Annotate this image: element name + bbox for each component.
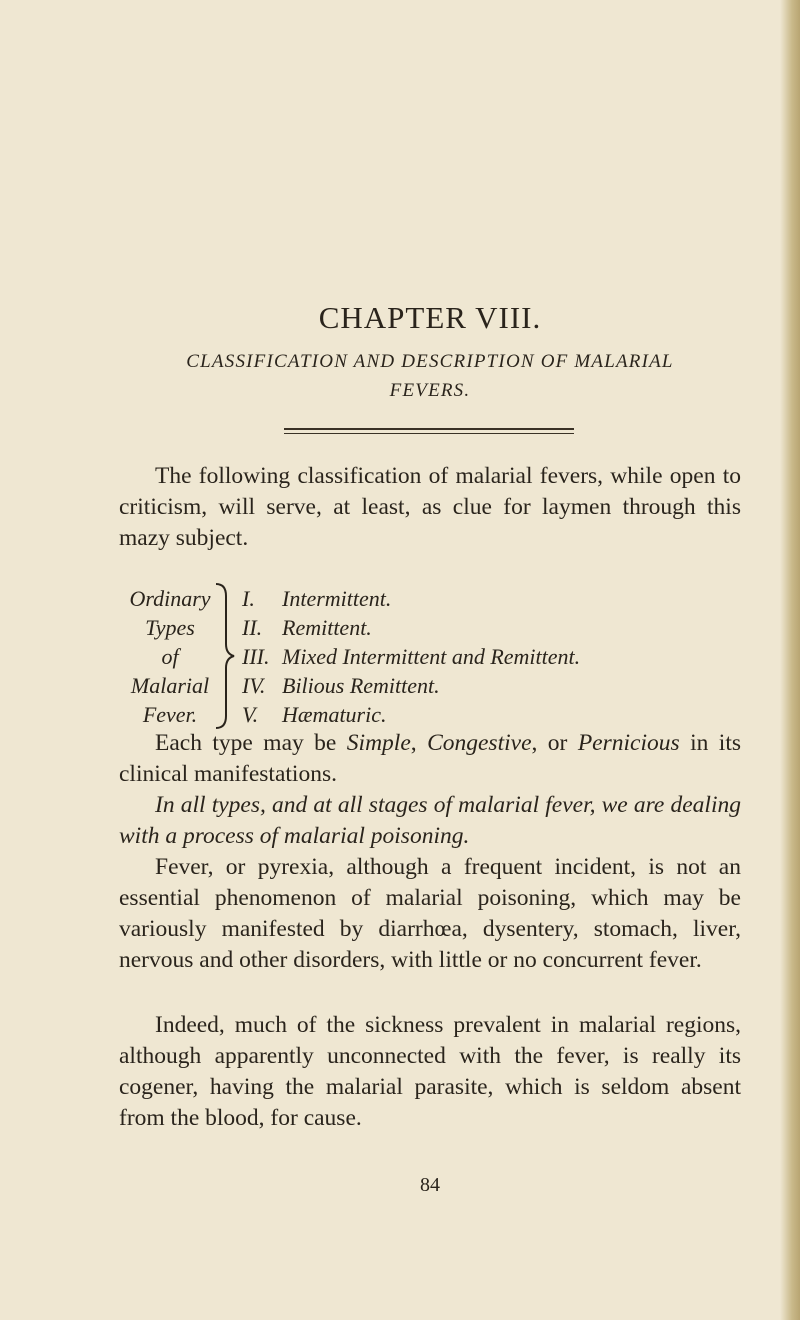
chapter-subtitle-line2: FEVERS.	[389, 380, 471, 401]
list-item	[242, 671, 742, 700]
label-line: Types	[145, 615, 195, 640]
list-item	[242, 613, 742, 642]
list-item	[242, 642, 742, 671]
label-line: of	[161, 644, 179, 669]
type-numeral: V.	[242, 702, 259, 727]
heading-rule	[284, 428, 574, 434]
intro-paragraph: The following classification of malarial fevers, while open to criticism, will serve, at least, as clue for laymen through this mazy subject.	[119, 463, 741, 551]
label-line: Malarial	[130, 673, 210, 698]
page-number: 84	[420, 1174, 440, 1196]
fever-paragraph: Fever, or pyrexia, although a frequent incident, is not an essential phenomenon of malarial poisoning, which may be variously manifested by diarrhœa, dysentery, stomach, liver, nervous and other disorders, with little or no concurrent fever.	[119, 854, 741, 973]
type-name: Mixed Intermittent and Remittent.	[282, 644, 581, 669]
label-line: Fever.	[142, 702, 198, 727]
list-item	[242, 584, 742, 613]
text-run: in its clinical manifestations.	[119, 730, 742, 787]
type-numeral: I.	[242, 586, 255, 611]
list-item	[242, 700, 742, 729]
right-brace-icon	[214, 582, 236, 730]
chapter-heading: CHAPTER VIII.	[318, 300, 542, 335]
type-numeral: IV.	[242, 673, 266, 698]
italic-paragraph: In all types, and at all stages of malarial fever, we are dealing with a process of malarial poisoning.	[119, 792, 741, 849]
fever-types-list	[242, 584, 742, 729]
page-edge-shadow	[780, 0, 800, 1320]
type-name: Bilious Remittent.	[282, 673, 440, 698]
term-simple: Simple	[346, 730, 411, 756]
text-run: , or	[531, 730, 578, 756]
sickness-paragraph: Indeed, much of the sickness prevalent in malarial regions, although apparently unconnected with the fever, is really its cogener, having the malarial parasite, which is seldom absent from the blood, for cause.	[119, 1012, 741, 1131]
type-numeral: II.	[242, 615, 263, 640]
clinical-types-paragraph	[119, 728, 741, 790]
text-run: Each type may be	[155, 730, 347, 756]
term-pernicious: Pernicious	[577, 730, 680, 756]
type-numeral: III.	[242, 644, 270, 669]
term-congestive: Congestive	[427, 730, 532, 756]
type-name: Remittent.	[282, 615, 372, 640]
type-name: Intermittent.	[282, 586, 392, 611]
label-line: Ordinary	[129, 586, 211, 611]
text-run: ,	[410, 730, 428, 756]
classification-label	[115, 584, 225, 729]
chapter-subtitle-line1: CLASSIFICATION AND DESCRIPTION OF MALARIAL	[186, 351, 674, 372]
type-name: Hæmaturic.	[282, 702, 387, 727]
